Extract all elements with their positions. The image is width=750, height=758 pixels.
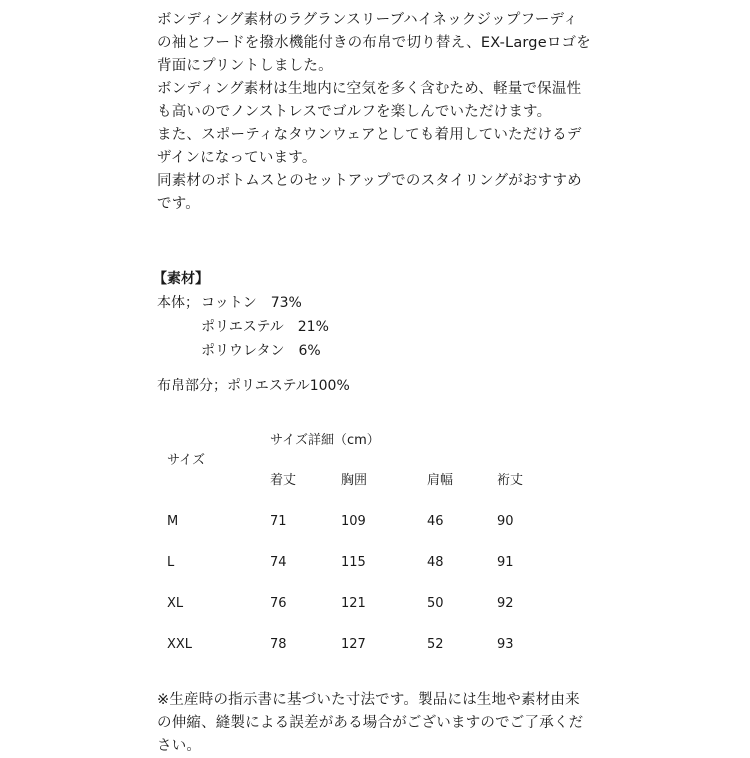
material-percent: 21% <box>297 319 329 335</box>
size-value: 90 <box>497 514 514 529</box>
size-value: 76 <box>270 596 287 611</box>
material-title: 【素材】 <box>153 271 209 287</box>
description-line: 同素材のボトムスとのセットアップでのスタイリングがおすすめ <box>157 173 582 189</box>
description-line: ボンディング素材は生地内に空気を多く含むため、軽量で保温性 <box>157 81 582 97</box>
size-value: 93 <box>497 637 514 652</box>
description-line: 背面にプリントしました。 <box>157 58 333 74</box>
size-value: 50 <box>427 596 444 611</box>
material-section <box>153 267 350 398</box>
size-value: 48 <box>427 555 444 570</box>
description-line: ボンディング素材のラグランスリーブハイネックジップフーディ <box>157 12 578 28</box>
size-label: M <box>167 514 179 529</box>
material-name: ポリエステル <box>201 319 284 335</box>
material-cloth: 布帛部分；ポリエステル100% <box>157 378 350 394</box>
size-label: XL <box>167 596 184 611</box>
size-value: 92 <box>497 596 514 611</box>
material-row <box>157 339 350 363</box>
description-line: ザインになっています。 <box>157 150 317 166</box>
column-header: 裄丈 <box>497 473 524 488</box>
size-value: 91 <box>497 555 514 570</box>
description-line: も高いのでノンストレスでゴルフを楽しんでいただけます。 <box>157 104 552 120</box>
material-percent: 6% <box>298 343 321 359</box>
description-line: また、スポーティなタウンウェアとしても着用していただけるデ <box>157 127 582 143</box>
size-table <box>157 427 597 667</box>
size-value: 121 <box>341 596 366 611</box>
size-label: L <box>167 555 175 570</box>
size-label: XXL <box>167 637 193 652</box>
size-value: 109 <box>341 514 366 529</box>
column-header: 肩幅 <box>427 473 454 488</box>
size-detail-header: サイズ詳細（cm） <box>270 433 380 448</box>
size-value: 115 <box>341 555 366 570</box>
product-description-page <box>153 9 597 754</box>
size-value: 71 <box>270 514 287 529</box>
description-line: の袖とフードを撥水機能付きの布帛で切り替え、EX-Largeロゴを <box>157 35 591 51</box>
material-percent: 73% <box>270 295 302 311</box>
note-line: の伸縮、縫製による誤差がある場合がございますのでご了承くだ <box>157 715 584 731</box>
material-name: コットン <box>201 295 257 311</box>
material-name: ポリウレタン <box>201 343 285 359</box>
description-line: です。 <box>157 196 200 212</box>
size-value: 127 <box>341 637 366 652</box>
size-value: 78 <box>270 637 287 652</box>
note-line: さい。 <box>157 738 202 754</box>
note-line: ※生産時の指示書に基づいた寸法です。製品には生地や素材由来 <box>157 692 580 708</box>
size-note <box>157 689 583 758</box>
size-value: 52 <box>427 637 444 652</box>
size-value: 46 <box>427 514 444 529</box>
product-description <box>157 9 597 216</box>
size-value: 74 <box>270 555 287 570</box>
material-row <box>157 315 350 339</box>
material-body-label: 本体； <box>157 295 199 311</box>
column-header: 着丈 <box>270 473 297 488</box>
material-row <box>157 291 350 315</box>
column-header: 胸囲 <box>341 473 368 488</box>
size-header: サイズ <box>167 453 205 468</box>
